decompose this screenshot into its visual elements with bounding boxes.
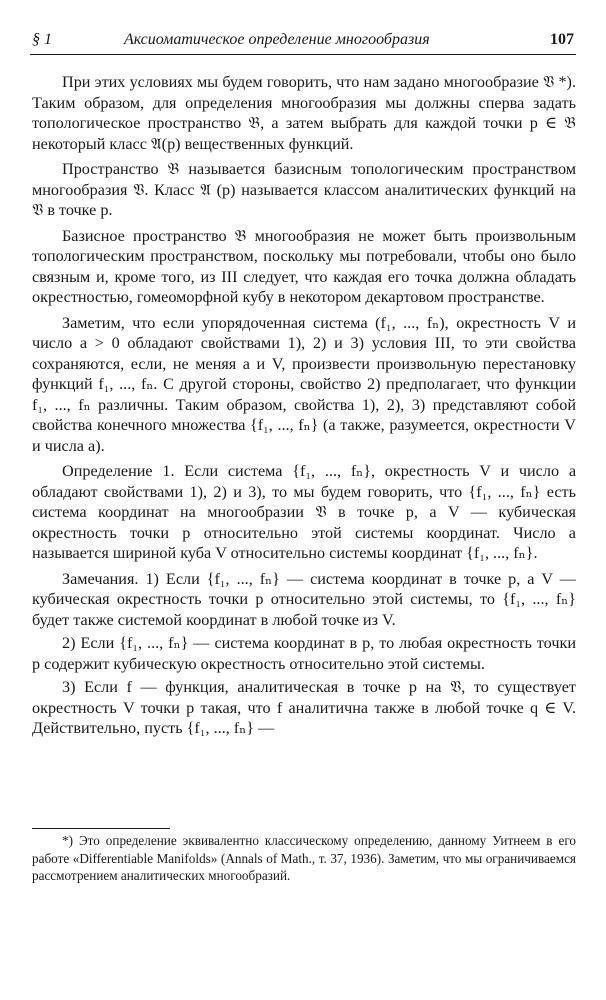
running-header — [30, 28, 576, 52]
paragraph-basis-restrictions: Базисное пространство 𝔅 многообразия не может быть произвольным топологическим пространством, поскольку мы потребовали, чтобы оно было связным и, кроме того, из III следует, что каждая его точка должна обладать окрестностью, гомеоморфной кубу в некотором декартовом пространстве. — [32, 226, 576, 306]
running-title: Аксиоматическое определение многообразия — [124, 31, 430, 48]
paragraph-definition-1: Определение 1. Если система {f₁, ..., fₙ}, окрестность V и число a обладают свойствами 1), 2) и 3), то мы будем говорить, что {f₁, ..., fₙ} есть система координат на многообразии 𝔙 в точке p, а V — кубическая окрестность точки p относительно этой системы координат. Число a называется шириной куба V относительно системы координат {f₁, ..., fₙ}. — [32, 462, 576, 562]
paragraph-remark-3: 3) Если f — функция, аналитическая в точке p на 𝔙, то существует окрестность V точки p такая, что f аналитична также в любой точке q ∈ V. Действительно, пусть {f₁, ..., fₙ} — — [32, 678, 576, 737]
footnote-text: *) Это определение эквивалентно классическому определению, данному Уитнеем в его работе «Differentiable Manifolds» (Annals of Math., т. 37, 1936). Заметим, что мы ограничиваемся рассмотрением аналитических многообразий. — [32, 833, 576, 883]
paragraph-ordered-system: Заметим, что если упорядоченная система (f₁, ..., fₙ), окрестность V и число a > 0 обладают свойствами 1), 2) и 3) условия III, то эти свойства сохраняются, если, не меняя a и V, произвести произвольную перестановку функций f₁, ..., fₙ. С другой стороны, свойство 2) предполагает, что функции f₁, ..., fₙ различны. Таким образом, свойства 1), 2), 3) представляют собой свойства конечного множества {f₁, ..., fₙ} (а также, разумеется, окрестности V и числа a). — [32, 313, 576, 455]
paragraph-manifold-given: При этих условиях мы будем говорить, что нам задано многообразие 𝔙 *). Таким образом, для определения многообразия мы должны сперва задать топологическое пространство 𝔅, а затем выбрать для каждой точки p ∈ 𝔅 некоторый класс 𝔄(p) вещественных функций. — [32, 73, 576, 153]
paragraph-remark-1: Замечания. 1) Если {f₁, ..., fₙ} — система координат в точке p, а V — кубическая окрестность точки p относительно этой системы, то {f₁, ..., fₙ} будет также системой координат в любой точке из V. — [32, 569, 576, 629]
section-number: § 1 — [32, 31, 52, 48]
paragraph-basis-space: Пространство 𝔅 называется базисным топологическим пространством многообразия 𝔙. Класс 𝔄 (p) называется классом аналитических функций на 𝔙 в точке p. — [32, 160, 576, 219]
paragraph-remark-2: 2) Если {f₁, ..., fₙ} — система координат в p, то любая окрестность точки p содержит кубическую окрестность относительно этой системы. — [32, 634, 576, 673]
footnote — [32, 832, 576, 885]
main-text — [32, 72, 576, 742]
page-number: 107 — [550, 31, 574, 48]
header-rule — [30, 54, 576, 55]
footnote-rule — [32, 828, 170, 829]
